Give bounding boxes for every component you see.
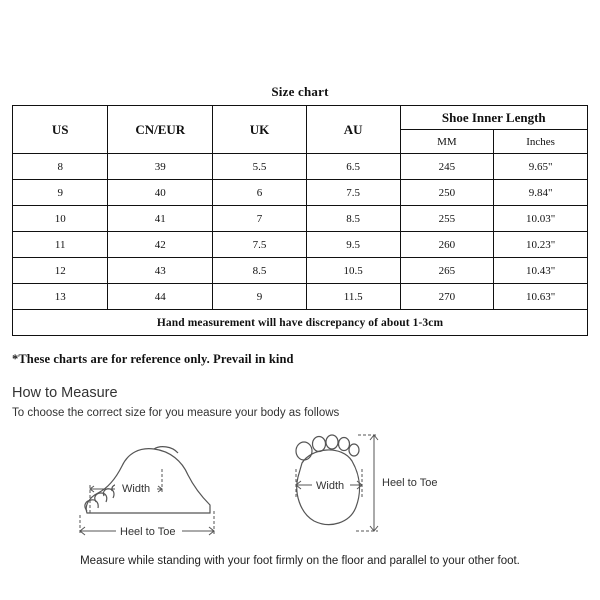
cell-us: 10	[13, 206, 108, 232]
cell-mm: 245	[400, 154, 494, 180]
cell-mm: 260	[400, 232, 494, 258]
cell-mm: 270	[400, 284, 494, 310]
cell-au: 11.5	[306, 284, 400, 310]
column-header-cn-eur: CN/EUR	[108, 106, 213, 154]
cell-au: 8.5	[306, 206, 400, 232]
cell-cn-eur: 43	[108, 258, 213, 284]
cell-inches: 10.43"	[494, 258, 588, 284]
cell-inches: 10.63"	[494, 284, 588, 310]
size-chart-table	[12, 105, 588, 336]
cell-uk: 7.5	[213, 232, 307, 258]
cell-cn-eur: 40	[108, 180, 213, 206]
cell-uk: 9	[213, 284, 307, 310]
cell-au: 9.5	[306, 232, 400, 258]
column-header-mm: MM	[400, 130, 494, 154]
cell-inches: 10.03"	[494, 206, 588, 232]
cell-inches: 9.84"	[494, 180, 588, 206]
hand-measurement-note: Hand measurement will have discrepancy of about 1-3cm	[13, 310, 588, 336]
column-header-inches: Inches	[494, 130, 588, 154]
side-view-length-label: Heel to Toe	[120, 526, 176, 538]
cell-us: 13	[13, 284, 108, 310]
cell-us: 12	[13, 258, 108, 284]
cell-us: 8	[13, 154, 108, 180]
table-header-row	[13, 106, 588, 130]
column-header-uk: UK	[213, 106, 307, 154]
top-view-width-label: Width	[316, 480, 345, 492]
cell-au: 10.5	[306, 258, 400, 284]
cell-uk: 5.5	[213, 154, 307, 180]
how-to-measure-title: How to Measure	[12, 385, 118, 401]
cell-us: 9	[13, 180, 108, 206]
cell-inches: 9.65"	[494, 154, 588, 180]
cell-us: 11	[13, 232, 108, 258]
reference-only-note: *These charts are for reference only. Prevail in kind	[12, 352, 294, 366]
cell-cn-eur: 42	[108, 232, 213, 258]
cell-mm: 255	[400, 206, 494, 232]
cell-uk: 8.5	[213, 258, 307, 284]
column-header-au: AU	[306, 106, 400, 154]
side-view-foot-icon	[85, 447, 210, 513]
side-view-width-label: Width	[122, 483, 151, 495]
page-content	[12, 84, 588, 567]
measure-instruction-footer: Measure while standing with your foot firmly on the floor and parallel to your other foot.	[80, 555, 520, 567]
foot-measurement-illustration	[12, 423, 588, 553]
cell-uk: 7	[213, 206, 307, 232]
table-row	[13, 232, 588, 258]
cell-cn-eur: 44	[108, 284, 213, 310]
page-title: Size chart	[271, 84, 329, 99]
table-row	[13, 258, 588, 284]
column-header-us: US	[13, 106, 108, 154]
cell-au: 7.5	[306, 180, 400, 206]
cell-uk: 6	[213, 180, 307, 206]
cell-mm: 250	[400, 180, 494, 206]
table-row	[13, 154, 588, 180]
top-view-length-label: Heel to Toe	[382, 477, 438, 489]
cell-au: 6.5	[306, 154, 400, 180]
table-footer-row	[13, 310, 588, 336]
column-header-shoe-inner-length: Shoe Inner Length	[400, 106, 587, 130]
how-to-measure-subtitle: To choose the correct size for you measure your body as follows	[12, 407, 340, 419]
table-row	[13, 284, 588, 310]
cell-cn-eur: 41	[108, 206, 213, 232]
cell-cn-eur: 39	[108, 154, 213, 180]
measurement-diagrams	[12, 423, 588, 553]
table-row	[13, 180, 588, 206]
table-row	[13, 206, 588, 232]
cell-mm: 265	[400, 258, 494, 284]
cell-inches: 10.23"	[494, 232, 588, 258]
